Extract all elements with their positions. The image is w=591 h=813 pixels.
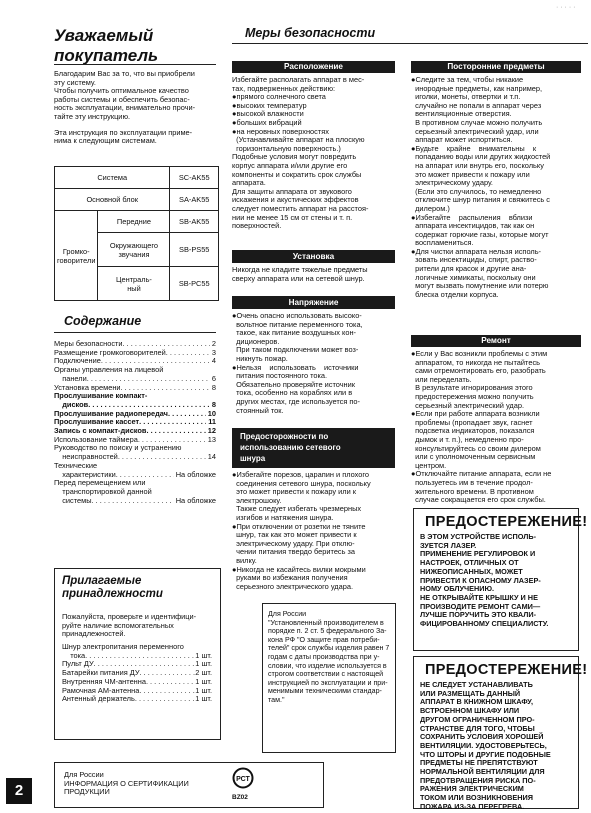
ventilation-warning-title: ПРЕДОСТЕРЕЖЕНИЕ! <box>425 662 588 678</box>
cord-heading <box>232 428 395 468</box>
text-line: зовать инсектициды, спирт, раство- <box>411 255 537 265</box>
contents-entry-title: дисков <box>54 399 89 409</box>
text-line: ●Очень опасно использовать высоко- <box>232 311 362 320</box>
text-line: РАЖЕНИЯ ЭЛЕКТРИЧЕСКИМ <box>420 784 524 794</box>
text-line: Обязательно проверяйте источник <box>232 379 356 389</box>
certification-code: BZ02 <box>232 794 248 801</box>
text-line: электрошоку. <box>232 495 282 505</box>
contents-entry-page: 4 <box>211 356 216 366</box>
text-line: менимыми техническими стандар- <box>268 687 382 696</box>
text-line: В противном случае можно получить <box>411 117 543 127</box>
text-line: ПРИВЕСТИ К ОПАСНОМУ ЛАЗЕР- <box>420 575 541 585</box>
contents-entry-title: Установка времени <box>54 382 121 392</box>
text-line: ●прямого солнечного света <box>232 92 326 102</box>
text-line: рители для красок и другие ана- <box>411 264 527 274</box>
greeting-title-line: покупатель <box>54 46 159 65</box>
placement-heading: Расположение <box>232 61 395 73</box>
text-line: тока, особенно на кораблях или в <box>232 388 353 398</box>
dot-leader <box>135 695 195 704</box>
accessory-name: тока <box>62 650 86 660</box>
text-line: (Если это случилось, то немедленно <box>411 186 542 196</box>
installation-text <box>232 266 368 283</box>
text-line: случае сокращается его срок службы. <box>411 495 546 505</box>
certification-mark-text: РСТ <box>236 776 250 783</box>
accessory-quantity: 1 шт. <box>195 694 212 704</box>
text-line: ПРИМЕНЕНИЕ РЕГУЛИРОВОК И <box>420 549 536 559</box>
text-line: диционеров. <box>232 336 280 346</box>
text-line: ЗУЕТСЯ ЛАЗЕР. <box>420 540 477 550</box>
text-line: ВЕНТИЛЯЦИИ. УДОСТОВЕРЬТЕСЬ, <box>420 740 547 750</box>
center-label-line: ный <box>127 283 141 293</box>
text-line: ●Избегайте порезов, царапин и плохого <box>232 470 369 479</box>
accessory-name: Антенный держатель <box>62 694 135 704</box>
text-line: ПРОИЗВОДИТЕ РЕМОНТ САМИ— <box>420 601 541 611</box>
text-line: ПРОДУКЦИИ <box>64 787 110 797</box>
text-line: ВСТРОЕННОМ ШКАФУ ИЛИ <box>420 706 520 716</box>
contents-entry-title: Меры безопасности <box>54 339 123 348</box>
text-line: это может привести к пожару или <box>411 169 530 179</box>
text-line: работы системы и обеспечить безопас- <box>54 94 190 104</box>
text-line: корпус аппарата и/или другие его <box>232 160 348 170</box>
text-line: эту систему. <box>54 77 96 87</box>
laser-warning-title: ПРЕДОСТЕРЕЖЕНИЕ! <box>425 514 588 530</box>
text-line: Избегайте располагать аппарат в мес- <box>232 75 365 84</box>
dot-leader <box>85 652 195 661</box>
contents-entry-title: Размещение громкоговорителей <box>54 347 166 357</box>
accessory-item <box>62 695 212 704</box>
text-line: НОМУ ОБЛУЧЕНИЮ. <box>420 584 495 594</box>
text-line: сами отремонтировать его, разобрать <box>411 366 546 376</box>
safety-rule <box>232 43 588 44</box>
accessories-box <box>54 568 221 740</box>
text-line: ИЛИ РАЗМЕЩАТЬ ДАННЫЙ <box>420 688 521 698</box>
text-line: стоянный ток. <box>232 405 284 415</box>
accessory-name: Внутренняя ЧМ-антенна <box>62 676 146 686</box>
text-line: жительного времени. В противном <box>411 486 534 496</box>
text-line: случайно не попали в аппарат через <box>411 100 542 110</box>
text-line: ●Отключайте питание аппарата, если не <box>411 469 552 479</box>
main-unit-label: Основной блок <box>55 189 170 211</box>
cord-heading-line: использованию сетевого <box>240 443 341 452</box>
contents-entry-title: Прослушивание кассет <box>54 417 140 427</box>
text-line: соединения сетевого шнура, поскольку <box>232 478 371 488</box>
ventilation-warning-text <box>420 681 551 812</box>
placement-text <box>232 76 368 231</box>
text-line: такое, как питание воздушных кон- <box>232 328 357 338</box>
accessory-quantity: 1 шт. <box>195 659 212 669</box>
contents-entry <box>54 497 216 506</box>
text-line: горизонтальную поверхность.) <box>232 143 341 153</box>
text-line: ●Если при работе аппарата возникли <box>411 409 540 419</box>
laser-warning-box <box>413 508 588 651</box>
text-line: ●высоких температур <box>232 100 307 110</box>
text-line: дымок и т. п.), немедленно про- <box>411 434 524 444</box>
text-line: ЛУЧШЕ ПОРУЧИТЬ ЭТО КВАЛИ- <box>420 610 537 620</box>
contents-entry-page: 3 <box>211 347 216 357</box>
text-line: серьезного электрического удара. <box>232 581 353 591</box>
ventilation-warning-box <box>413 656 588 811</box>
speakers-label <box>55 211 98 301</box>
certification-mark-icon <box>232 767 254 793</box>
contents-entry-title: Использование таймера <box>54 434 138 444</box>
text-line: Пожалуйста, проверьте и идентифици- <box>62 612 197 621</box>
voltage-text <box>232 312 363 415</box>
text-line: Для России <box>64 770 104 779</box>
contents-entry-title: Прослушивание радиопередач <box>54 408 168 418</box>
text-line: следует поместить аппарат на расстоя- <box>232 203 369 213</box>
text-line: АППАРАТ В КНИЖНОМ ШКАФУ, <box>420 697 534 707</box>
surround-label <box>98 233 170 267</box>
text-line: руйте наличие вспомогательных <box>62 620 174 630</box>
dot-leader <box>92 497 174 506</box>
text-line: ПРЕДОТВРАЩЕНИЯ РИСКА ПО- <box>420 775 536 785</box>
contents-entry-page: На обложке <box>175 469 216 479</box>
greeting-body <box>54 70 195 146</box>
accessories-list <box>62 643 212 704</box>
text-line: ●Следите за тем, чтобы никакие <box>411 75 524 84</box>
foreign-objects-text <box>411 76 550 299</box>
text-line: ЧТО ШТОРЫ И ДРУГИЕ ПОДОБНЫЕ <box>420 749 551 759</box>
text-line: предостережения можно получить <box>411 391 534 401</box>
text-line: поверхностей. <box>232 221 282 231</box>
text-line: НЕ СЛЕДУЕТ УСТАНАВЛИВАТЬ <box>420 680 533 689</box>
text-line: воспламениться. <box>411 238 474 248</box>
text-line: НАСТРОЕК, ОТЛИЧНЫХ ОТ <box>420 558 519 568</box>
text-line: содержат горючие газы, которые могут <box>411 229 549 239</box>
accessories-title-line: принадлежности <box>62 588 163 600</box>
text-line: серьезный электрический удар. <box>411 400 524 410</box>
text-line: Для России <box>268 610 307 618</box>
accessory-quantity: 1 шт. <box>195 676 212 686</box>
text-line: искажения и акустических эффектов <box>232 195 359 205</box>
contents-entry-page: 6 <box>211 373 216 383</box>
accessories-intro <box>62 613 196 639</box>
text-line: или переделать. <box>411 374 472 384</box>
contents-list <box>54 340 216 505</box>
contents-entry-title: неисправностей <box>54 452 118 462</box>
contents-entry-page: 2 <box>211 339 216 348</box>
text-line: подсветка индикаторов, показался <box>411 426 535 436</box>
cord-heading-line: Предосторожности по <box>240 432 329 441</box>
accessory-name: Рамочная АМ-антенна <box>62 685 140 695</box>
accessories-title <box>62 575 163 601</box>
center-label-line: Централь- <box>116 274 152 284</box>
text-line: НЕ ОТКРЫВАЙТЕ КРЫШКУ И НЕ <box>420 592 538 602</box>
text-line: на аппарат или внутрь его, поскольку <box>411 160 544 170</box>
dot-leader <box>146 678 195 687</box>
text-line: или с уполномоченным сервисным <box>411 452 536 462</box>
contents-entry-page: 10 <box>207 408 216 418</box>
text-line: проблемы (пропадает звук, гаснет <box>411 417 533 427</box>
installation-heading: Установка <box>232 250 395 263</box>
cord-text <box>232 471 371 591</box>
text-line: инородные предметы, как например, <box>411 83 543 93</box>
surround-label-line: звучания <box>118 249 150 259</box>
contents-entry-title: Руководство по поиску и устранению <box>54 443 182 453</box>
speakers-label-line: Громко- <box>62 246 90 256</box>
text-line: НИЖЕОПИСАННЫХ, МОЖЕТ <box>420 566 523 576</box>
contents-entry-title: Подключение <box>54 356 101 366</box>
text-line: шнур, так как это может привести к <box>232 530 357 540</box>
text-line: аппарат может испортиться. <box>411 135 513 145</box>
surround-label-line: Окружающего <box>109 240 159 250</box>
dot-leader <box>118 453 206 462</box>
certification-text <box>64 771 189 797</box>
dot-leader <box>139 687 195 696</box>
foreign-objects-heading: Посторонние предметы <box>411 61 581 73</box>
text-line: ность эксплуатации, внимательно прочи- <box>54 103 196 113</box>
contents-entry-title: Запись с компакт-дисков <box>54 426 147 436</box>
text-line: консультируйтесь со своим дилером <box>411 443 541 453</box>
dot-leader <box>166 349 210 358</box>
text-line: вольтное питание переменного тока, <box>232 319 363 329</box>
text-line: ●на неровных поверхностях <box>232 126 329 136</box>
contents-title: Содержание <box>64 314 142 328</box>
surround-model: SB-PS55 <box>170 233 219 267</box>
title-rule <box>54 64 216 65</box>
text-line: В результате игнорирования этого <box>411 383 533 393</box>
text-line: ●больших вибраций <box>232 117 302 127</box>
text-line: питания постоянного тока. <box>232 371 328 381</box>
greeting-title-line: Уважаемый <box>54 26 154 45</box>
contents-rule <box>54 332 216 333</box>
text-line: аппарата инсектицидов, так как он <box>411 221 535 231</box>
text-line: принадлежностей. <box>62 629 126 639</box>
russia-box <box>262 603 396 753</box>
laser-warning-text <box>420 533 548 629</box>
text-line: могут вызвать помутнение или потерю <box>411 281 549 291</box>
text-line: сверху аппарата или на сетевой шнур. <box>232 273 365 283</box>
contents-entry-page: 14 <box>207 452 216 462</box>
text-line: НОРМАЛЬНОЙ ВЕНТИЛЯЦИИ ДЛЯ <box>420 767 545 777</box>
contents-entry-title: Органы управления на лицевой <box>54 365 164 375</box>
corner-mark: · · · · · <box>556 4 576 11</box>
dot-leader <box>146 427 205 436</box>
dot-leader <box>168 410 206 419</box>
text-line: нима к следующим системам. <box>54 136 157 146</box>
system-model: SC-AK55 <box>170 167 219 189</box>
accessory-name: Батарейки питания ДУ <box>62 668 140 678</box>
text-line: вентиляционные отверстия. <box>411 109 512 119</box>
text-line: ●Нельзя использовать источники <box>232 362 359 372</box>
text-line: Эта инструкция по эксплуатации приме- <box>54 127 193 137</box>
text-line: дилером.) <box>411 203 450 213</box>
text-line: электрическому удару. При отклю- <box>232 538 355 548</box>
text-line: ПРЕДМЕТЫ НЕ ПРЕПЯТСТВУЮТ <box>420 758 538 768</box>
text-line: В ЭТОМ УСТРОЙСТВЕ ИСПОЛЬ- <box>420 532 537 541</box>
text-line: руками во избежания получения <box>232 573 348 583</box>
text-line: словии, что изделие используется в <box>268 661 387 670</box>
accessory-quantity: 1 шт. <box>195 685 212 695</box>
text-line: ●Для чистки аппарата нельзя исполь- <box>411 246 542 256</box>
accessory-name-line: Шнур электропитания переменного <box>62 642 184 651</box>
text-line: Чтобы получить оптимальное качество <box>54 86 189 96</box>
text-line: (Устанавливайте аппарат на плоскую <box>232 135 365 145</box>
text-line: изгибов и натяжения шнура. <box>232 512 334 522</box>
contents-entry-page: 8 <box>211 399 216 409</box>
front-model: SB-AK55 <box>170 211 219 233</box>
cord-heading-line: шнура <box>240 454 266 463</box>
safety-title: Меры безопасности <box>245 26 376 40</box>
center-label <box>98 267 170 301</box>
greeting-title <box>54 26 158 66</box>
contents-entry-title: системы <box>54 495 92 505</box>
text-line: компоненты и сократить срок службы <box>232 169 362 179</box>
contents-entry-title: характеристики <box>54 469 116 479</box>
contents-entry-page: 13 <box>207 434 216 444</box>
text-line: пользуетесь им в течение продол- <box>411 477 533 487</box>
accessory-name: Пульт ДУ <box>62 659 94 669</box>
main-unit-model: SA-AK55 <box>170 189 219 211</box>
speakers-label-line: говорители <box>57 255 96 265</box>
text-line: чении питания твердо беритесь за <box>232 547 356 557</box>
dot-leader <box>139 418 206 427</box>
repair-text <box>411 350 551 505</box>
text-line: годам с даты производства при у- <box>268 652 380 661</box>
text-line: аппаратом, то никогда не пытайтесь <box>411 357 540 367</box>
front-label: Передние <box>98 211 170 233</box>
voltage-heading: Напряжение <box>232 296 395 309</box>
text-line: Подобные условия могут повредить <box>232 152 357 162</box>
contents-entry-page: 12 <box>207 426 216 436</box>
contents-entry-title: Прослушивание компакт- <box>54 391 148 401</box>
text-line: Для защиты аппарата от звукового <box>232 186 352 196</box>
text-line: блеска отделки корпуса. <box>411 289 499 299</box>
text-line: отключите шнур питания и свяжитесь с <box>411 195 550 205</box>
text-line: кона РФ "О защите прав потреби- <box>268 635 380 644</box>
contents-entry-title: Технические <box>54 460 98 470</box>
text-line: СОХРАНИТЬ УСЛОВИЯ ХОРОШЕЙ <box>420 732 544 742</box>
center-model: SB-PC55 <box>170 267 219 301</box>
text-line: ДРУГОМ ОГРАНИЧЕННОМ ПРО- <box>420 714 535 724</box>
text-line: ●При отключении от розетки не тяните <box>232 521 366 531</box>
certification-box <box>54 762 324 808</box>
dot-leader <box>140 669 196 678</box>
text-line: ПОЖАРА ИЗ-ЗА ПЕРЕГРЕВА. <box>420 801 525 811</box>
russia-text <box>268 610 389 705</box>
text-line: аппарата. <box>232 178 266 188</box>
text-line: ●Избегайте распыления вблизи <box>411 212 533 222</box>
text-line: логичные химикаты, поскольку они <box>411 272 536 282</box>
text-line: других местах, где используется по- <box>232 396 360 406</box>
text-line: серьезный электрический удар, или <box>411 126 539 136</box>
text-line: инструкцией по эксплуатации и при- <box>268 678 388 687</box>
text-line: ФИЦИРОВАННОМУ СПЕЦИАЛИСТУ. <box>420 619 549 629</box>
text-line: "Установленный производителем в <box>268 618 384 627</box>
systems-table <box>54 166 219 301</box>
text-line: При таком подключении может воз- <box>232 345 359 355</box>
text-line: ТОКОМ ИЛИ ВОЗНИКНОВЕНИЯ <box>420 793 533 803</box>
text-line: нии не менее 15 см от стены и т. п. <box>232 212 353 222</box>
text-line: это может привести к пожару или к <box>232 487 356 497</box>
text-line: электрическому удару. <box>411 178 493 188</box>
accessory-quantity: 1 шт. <box>195 650 212 660</box>
text-line: ●высокой влажности <box>232 109 304 119</box>
text-line: иголки, монеты, отвертки и т.п. <box>411 92 521 102</box>
contents-entry-page: 8 <box>211 382 216 392</box>
text-line: попаданию воды или других жидкостей <box>411 152 551 162</box>
text-line: Также следует избегать чрезмерных <box>232 504 362 514</box>
text-line: там." <box>268 695 285 704</box>
repair-heading: Ремонт <box>411 335 581 347</box>
accessory-quantity: 2 шт. <box>195 668 212 678</box>
page-number: 2 <box>6 778 32 804</box>
text-line: телей" срок службы изделия равен 7 <box>268 644 390 653</box>
text-line: строгом соответствии с настоящей <box>268 670 384 679</box>
text-line: вилку. <box>232 555 257 565</box>
text-line: тах, подверженных действию: <box>232 83 336 93</box>
text-line: ●Никогда не касайтесь вилки мокрыми <box>232 564 366 574</box>
text-line: Никогда не кладите тяжелые предметы <box>232 265 368 274</box>
text-line: ИНФОРМАЦИЯ О СЕРТИФИКАЦИИ <box>64 778 189 788</box>
text-line: центром. <box>411 460 447 470</box>
text-line: СТРАНСТВЕ ДЛЯ ТОГО, ЧТОБЫ <box>420 723 535 733</box>
text-line: тайте эту инструкцию. <box>54 111 131 121</box>
contents-entry-title: Перед перемещением или <box>54 478 146 488</box>
accessories-title-line: Прилагаемые <box>62 575 142 587</box>
system-label: Система <box>55 167 170 189</box>
text-line: Благодарим Вас за то, что вы приобрели <box>54 69 195 78</box>
text-line: порядке п. 2 ст. 5 федерального За- <box>268 627 387 636</box>
text-line: ●Если у Вас возникли проблемы с этим <box>411 349 548 358</box>
text-line: ●Будьте крайне внимательны к <box>411 143 537 153</box>
contents-entry-page: На обложке <box>175 495 216 505</box>
text-line: никнуть пожар. <box>232 353 288 363</box>
contents-entry-page: 11 <box>208 417 216 427</box>
contents-entry-title: панели <box>54 373 87 383</box>
contents-entry-title: транспортировкой данной <box>54 486 152 496</box>
